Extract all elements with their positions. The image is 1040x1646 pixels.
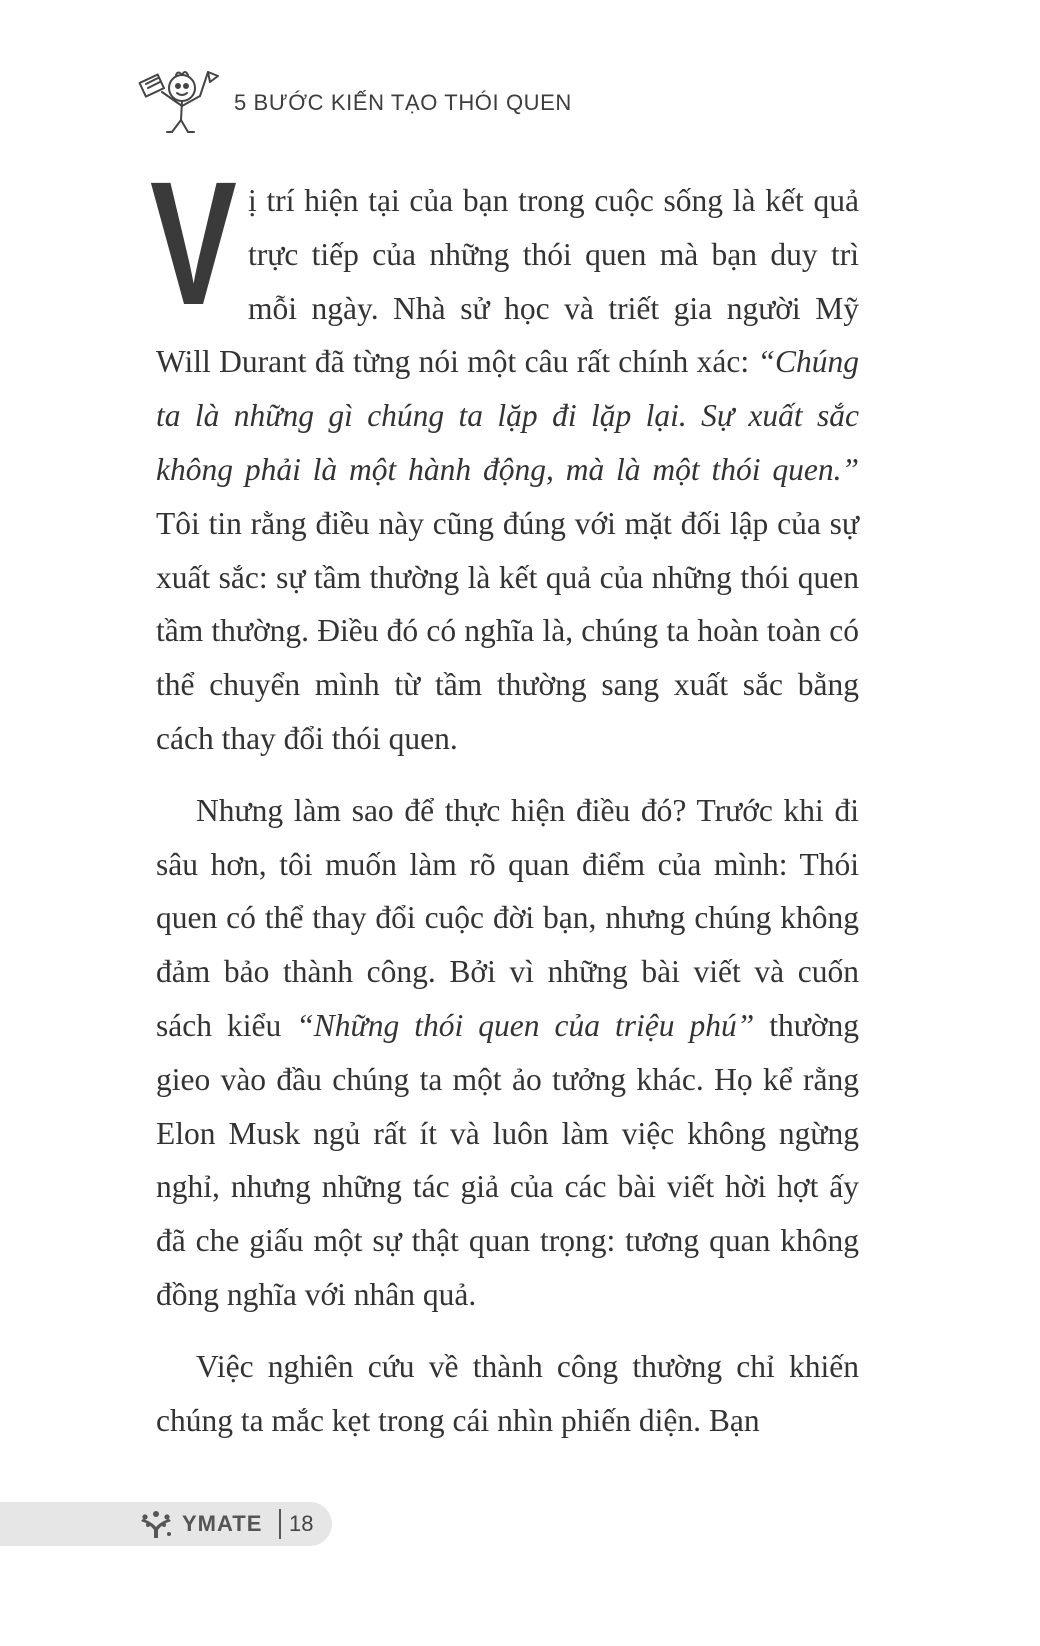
paragraph-2 [156,784,859,1322]
drop-cap: V [150,146,237,342]
paragraph-1-text-b: Tôi tin rằng điều này cũng đúng với mặt đối lập của sự xuất sắc: sự tầm thường là kết quả của những thói quen tầm thường. Điều đó có nghĩa là, chúng ta hoàn toàn có thể chuyển mình từ tầm thường sang xuất sắc bằng cách thay đổi thói quen. [156,505,859,756]
paragraph-2-text-b: thường gieo vào đầu chúng ta một ảo tưởng khác. Họ kể rằng Elon Musk ngủ rất ít và luôn làm việc không ngừng nghỉ, nhưng những tác giả của các bài viết hời hợt ấy đã che giấu một sự thật quan trọng: tương quan không đồng nghĩa với nhân quả. [156,1007,859,1312]
paragraph-3 [156,1340,859,1448]
page-number: 18 [289,1511,314,1536]
paragraph-2-text-a: Nhưng làm sao để thực hiện điều đó? Trước khi đi sâu hơn, tôi muốn làm rõ quan điểm của mình: Thói quen có thể thay đổi cuộc đời bạn, nhưng chúng không đảm bảo thành công. Bởi vì những bài viết và cuốn sách kiểu [156,792,859,1043]
paragraph-3-text: Việc nghiên cứu về thành công thường chỉ khiến chúng ta mắc kẹt trong cái nhìn phiến diện. Bạn [156,1348,859,1438]
ymate-logo-icon [138,1510,174,1540]
paragraph-1 [150,146,859,766]
durant-quote: “Chúng ta là những gì chúng ta lặp đi lặp lại. Sự xuất sắc không phải là một hành động, mà là một thói quen.” [156,344,859,487]
footer-divider [279,1509,281,1539]
footer-brand: YMATE [182,1511,263,1536]
page-header [138,66,838,138]
millionaire-habits-quote: “Những thói quen của triệu phú” [296,1007,755,1043]
stick-figure-with-flag-icon [138,66,220,138]
running-header-title: 5 BƯỚC KIẾN TẠO THÓI QUEN [234,90,572,115]
paragraph-1-text-a: ị trí hiện tại của bạn trong cuộc sống là kết quả trực tiếp của những thói quen mà bạn duy trì mỗi ngày. Nhà sử học và triết gia người Mỹ Will Durant đã từng nói một câu rất chính xác: [156,183,859,380]
body-text [150,146,859,1447]
